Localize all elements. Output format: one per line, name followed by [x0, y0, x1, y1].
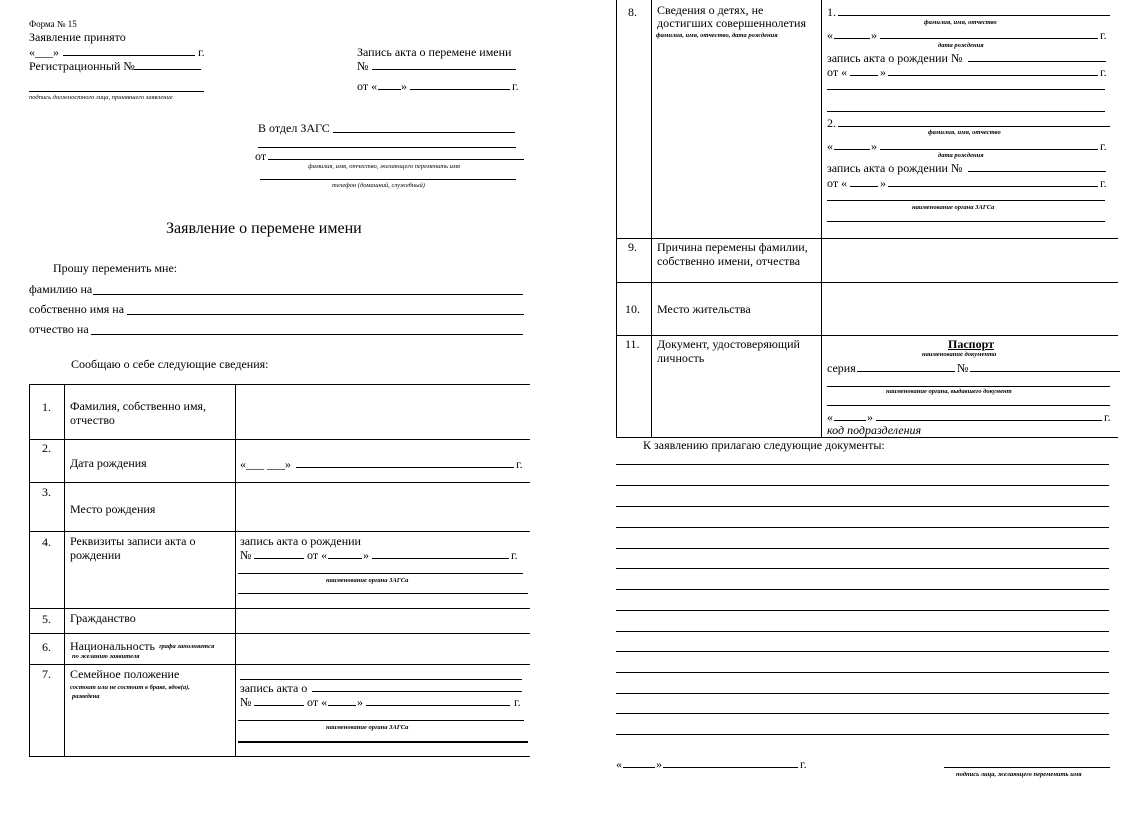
row7-record-line[interactable]	[312, 680, 522, 692]
surname-label: фамилию на	[29, 282, 93, 296]
act-date-from: от «	[357, 79, 378, 93]
attachment-line[interactable]	[616, 485, 1109, 486]
row11-day-line[interactable]	[834, 409, 866, 421]
row8-number: 8.	[628, 5, 637, 19]
sign-year: г.	[800, 757, 807, 771]
row11-issuer-line[interactable]	[827, 375, 1110, 387]
child1-date-line[interactable]	[880, 27, 1098, 39]
act-date-line[interactable]	[410, 78, 510, 90]
attachment-line[interactable]	[616, 527, 1109, 528]
child2-date-mid: »	[871, 139, 877, 153]
signature-caption: подпись лица, желающего переменить имя	[956, 771, 1082, 778]
child2-date-open: «	[827, 139, 833, 153]
sign-date-mid: »	[656, 757, 662, 771]
child1-birth-record: запись акта о рождении №	[827, 51, 963, 65]
attachment-line[interactable]	[616, 506, 1109, 507]
row3-label: Место рождения	[70, 502, 156, 516]
name-label: собственно имя на	[29, 302, 125, 316]
child1-date-mid: »	[871, 28, 877, 42]
row11-number: 11.	[625, 337, 640, 351]
row11-series-label: серия	[827, 361, 856, 375]
child2-from-mid: »	[880, 176, 886, 190]
attachment-line[interactable]	[616, 464, 1109, 465]
child1-year: г.	[1100, 28, 1107, 42]
applicant-caption: фамилия, имя, отчество, желающего переменить имя	[308, 163, 461, 170]
row4-label: Реквизиты записи акта о рождении	[70, 534, 196, 562]
phone-caption: телефон (домашний, служебный)	[332, 182, 425, 189]
act-record-label: Запись акта о перемене имени	[357, 45, 512, 59]
row11-number-label: №	[957, 361, 969, 375]
row5-number: 5.	[42, 612, 51, 626]
accepted-date-year: г.	[198, 45, 205, 59]
request-intro: Прошу переменить мне:	[53, 261, 178, 275]
row11-date-open: «	[827, 410, 833, 424]
row9-label: Причина перемены фамилии, собственно имени, отчества	[657, 240, 808, 268]
reg-number-label: Регистрационный №	[29, 59, 135, 73]
row4-zags-caption: наименование органа ЗАГСа	[326, 577, 409, 584]
row2-label: Дата рождения	[70, 456, 147, 470]
attachment-line[interactable]	[616, 610, 1109, 611]
attachment-line[interactable]	[616, 672, 1109, 673]
child2-year: г.	[1100, 139, 1107, 153]
child1-index: 1.	[827, 5, 836, 19]
row11-doc-name: Паспорт	[948, 337, 994, 351]
attachment-line[interactable]	[616, 589, 1109, 590]
act-number-line[interactable]	[372, 58, 516, 70]
child2-fio-line[interactable]	[838, 115, 1110, 127]
row5-label: Гражданство	[70, 611, 136, 625]
act-date-mid: »	[401, 79, 407, 93]
row7-date-mid: »	[357, 695, 363, 709]
row11-dept-code: код подразделения	[827, 423, 922, 437]
row2-date-year: г.	[516, 457, 523, 471]
row2-date-line[interactable]	[296, 456, 514, 468]
row7-note-2: разведена	[72, 693, 100, 700]
child1-from-line[interactable]	[888, 64, 1098, 76]
from-label: от	[255, 149, 267, 163]
patronymic-label: отчество на	[29, 322, 89, 336]
sign-day-line[interactable]	[623, 756, 655, 768]
attachment-line[interactable]	[616, 631, 1109, 632]
row4-zags-line[interactable]	[238, 562, 523, 574]
row1-number: 1.	[42, 400, 51, 414]
official-signature-line[interactable]	[29, 82, 204, 92]
row10-label: Место жительства	[657, 302, 751, 316]
row7-zags-line[interactable]	[238, 709, 524, 721]
child2-zags-line-2[interactable]	[827, 210, 1105, 222]
act-date-day-line[interactable]	[378, 78, 401, 90]
child1-birth-line[interactable]	[968, 50, 1106, 62]
child1-from: от «	[827, 65, 848, 79]
reg-number-line[interactable]	[134, 58, 201, 70]
child2-zags-line[interactable]	[827, 189, 1105, 201]
child2-index: 2.	[827, 116, 836, 130]
row11-series-line[interactable]	[857, 360, 955, 372]
office-line[interactable]	[333, 120, 515, 133]
child2-zags-caption: наименование органа ЗАГСа	[912, 204, 995, 211]
sign-date-line[interactable]	[663, 756, 798, 768]
row4-date-line[interactable]	[372, 547, 509, 559]
attachments-intro: К заявлению прилагаю следующие документы:	[643, 438, 885, 452]
row11-label: Документ, удостоверяющий личность	[657, 337, 800, 365]
row7-number-label: №	[240, 695, 252, 709]
row7-day-line[interactable]	[328, 694, 356, 706]
row2-number: 2.	[42, 441, 51, 455]
row11-doc-caption: наименование документа	[922, 351, 997, 358]
row7-zags-caption: наименование органа ЗАГСа	[326, 724, 409, 731]
row7-number: 7.	[42, 667, 51, 681]
row4-day-line[interactable]	[328, 547, 362, 559]
row7-zags-line-2[interactable]	[238, 741, 528, 743]
row7-record-label: запись акта о	[240, 681, 308, 695]
accepted-date-line[interactable]	[63, 44, 195, 56]
child1-dob-caption: дата рождения	[938, 42, 984, 49]
child2-date-line[interactable]	[880, 138, 1098, 150]
row4-number-line[interactable]	[254, 547, 304, 559]
sign-date-open: «	[616, 757, 622, 771]
act-number-label: №	[357, 59, 369, 73]
row11-number-line[interactable]	[970, 360, 1120, 372]
row11-date-line[interactable]	[876, 409, 1102, 421]
row4-from: от «	[307, 548, 328, 562]
row1-label: Фамилия, собственно имя, отчество	[70, 399, 207, 427]
row8-note: фамилия, имя, отчество, дата рождения	[656, 32, 778, 39]
page-title: Заявление о перемене имени	[166, 220, 362, 237]
attachment-line[interactable]	[616, 713, 1109, 714]
accepted-date-open: «___»	[29, 45, 59, 59]
patronymic-line[interactable]	[91, 321, 523, 335]
attachment-line[interactable]	[616, 651, 1109, 652]
child2-from: от «	[827, 176, 848, 190]
row6-note-2: по желанию заявителя	[72, 653, 140, 660]
row4-year: г.	[511, 548, 518, 562]
row4-date-mid: »	[363, 548, 369, 562]
child2-fio-caption: фамилия, имя, отчество	[928, 129, 1001, 136]
row11-issuer-caption: наименование органа, выдавшего документ	[886, 388, 1012, 395]
row11-year: г.	[1104, 410, 1111, 424]
attachment-line[interactable]	[616, 568, 1109, 569]
name-line[interactable]	[127, 301, 524, 315]
surname-line[interactable]	[93, 281, 523, 295]
phone-line[interactable]	[260, 168, 516, 180]
row7-from: от «	[307, 695, 328, 709]
attachment-line[interactable]	[616, 548, 1109, 549]
row7-label: Семейное положение	[70, 667, 180, 681]
child1-fio-caption: фамилия, имя, отчество	[924, 19, 997, 26]
row6-number: 6.	[42, 640, 51, 654]
child1-date-open: «	[827, 28, 833, 42]
row4-zags-line-2[interactable]	[238, 582, 528, 594]
row7-top-line[interactable]	[240, 668, 522, 680]
child1-day-line[interactable]	[834, 27, 870, 39]
row2-date-open: «___ ___»	[240, 457, 291, 471]
child1-from-day-line[interactable]	[850, 64, 878, 76]
attachment-line[interactable]	[616, 693, 1109, 694]
child2-birth-line[interactable]	[968, 160, 1106, 172]
child2-from-day-line[interactable]	[850, 175, 878, 187]
row6-note: графа заполняется	[159, 643, 215, 650]
child2-from-line[interactable]	[888, 175, 1098, 187]
row3-number: 3.	[42, 485, 51, 499]
row11-date-mid: »	[867, 410, 873, 424]
row4-number: 4.	[42, 535, 51, 549]
row7-number-line[interactable]	[254, 694, 304, 706]
child1-zags-line[interactable]	[827, 78, 1105, 90]
applicant-line[interactable]	[268, 148, 524, 160]
row8-label: Сведения о детях, не достигших совершеннолетия	[657, 3, 806, 30]
accepted-label: Заявление принято	[29, 30, 126, 44]
child2-birth-record: запись акта о рождении №	[827, 161, 963, 175]
attachment-line[interactable]	[616, 734, 1109, 735]
row6-label: Национальность	[70, 639, 155, 653]
office-label: В отдел ЗАГС	[258, 121, 330, 135]
row7-note: состоит или не состоит в браке, вдов(а),	[70, 684, 190, 691]
child1-from-mid: »	[880, 65, 886, 79]
row7-year: г.	[514, 695, 521, 709]
row7-date-line[interactable]	[366, 694, 510, 706]
signature-line[interactable]	[944, 756, 1110, 768]
form-number: Форма № 15	[29, 19, 77, 29]
child1-fio-line[interactable]	[838, 4, 1110, 16]
office-line-2[interactable]	[258, 136, 516, 148]
row11-issuer-line-2[interactable]	[827, 394, 1110, 406]
child1-from-year: г.	[1100, 65, 1107, 79]
row9-number: 9.	[628, 240, 637, 254]
info-intro: Сообщаю о себе следующие сведения:	[71, 357, 269, 371]
act-date-year: г.	[512, 79, 519, 93]
child2-day-line[interactable]	[834, 138, 870, 150]
child1-zags-line-2[interactable]	[827, 100, 1105, 112]
child2-dob-caption: дата рождения	[938, 152, 984, 159]
official-signature-caption: подпись должностного лица, принявшего заявление	[29, 94, 173, 101]
row4-record-label: запись акта о рождении	[240, 534, 361, 548]
row10-number: 10.	[625, 302, 640, 316]
row4-number-label: №	[240, 548, 252, 562]
child2-from-year: г.	[1100, 176, 1107, 190]
